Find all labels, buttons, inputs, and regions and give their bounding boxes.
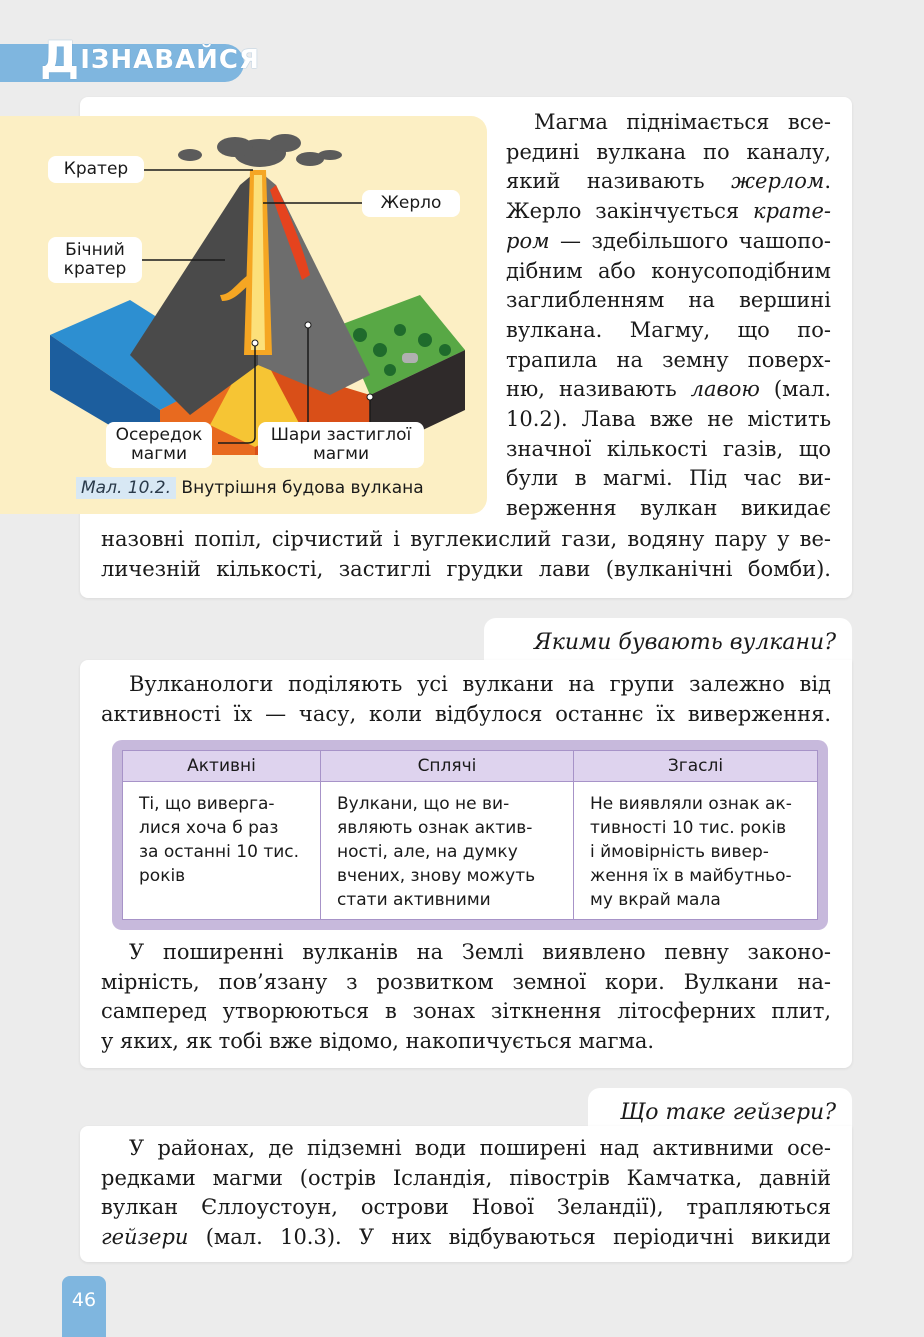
- th-active: Активні: [123, 751, 321, 782]
- term-italic: лавою: [690, 377, 760, 402]
- text-run: ню, називають: [506, 377, 691, 402]
- text-line: [506, 494, 831, 524]
- text-line: [101, 1134, 831, 1164]
- cell-line: лися хоча б раз: [139, 818, 279, 838]
- label-side-crater-line1: Бічний: [65, 240, 125, 260]
- text-run: який називають: [506, 169, 732, 194]
- text-run: трапила на земну поверх-: [506, 347, 831, 372]
- term-italic: крате-: [753, 199, 831, 224]
- section1-paragraph-wide: [101, 525, 831, 584]
- label-magma-chamber-line2: магми: [130, 444, 188, 464]
- text-line: назовні попіл, сірчистий і вуглекислий гази, водяну пару у ве-: [101, 527, 831, 551]
- th-extinct: Згаслі: [574, 751, 818, 782]
- rock: [402, 353, 418, 363]
- text-run: редками магми (острів Ісландія, півострів Камчатка, давній: [101, 1165, 831, 1190]
- text-line: [506, 108, 831, 138]
- label-side-crater-line2: кратер: [63, 259, 127, 279]
- text-run: (мал. 10.3). У них відбуваються періодичні викиди: [188, 1225, 831, 1250]
- heading-rest: ІЗНАВАЙСЯ: [80, 45, 261, 75]
- cell-line: Вулкани, що не ви-: [337, 794, 510, 814]
- volcano-types-table-frame: [112, 740, 828, 930]
- text-line: [506, 286, 831, 316]
- term-italic: жерлом: [731, 169, 825, 194]
- text-line: у яких, як тобі вже відомо, накопичується магма.: [101, 1029, 655, 1054]
- text-run: редині вулкана по каналу,: [506, 139, 831, 164]
- text-run: заглибленням на вершині: [506, 288, 831, 313]
- cell-line: стати активними: [337, 890, 491, 910]
- text-line: самперед утворюються в зонах зіткнення літосферних плит,: [101, 999, 831, 1024]
- cell-line: Не виявляли ознак ак-: [590, 794, 792, 814]
- question-tab-volcano-types: [484, 618, 852, 666]
- term-italic: гейзери: [101, 1225, 189, 1250]
- text-line: [506, 257, 831, 287]
- volcano-types-table: [122, 750, 818, 920]
- label-vent: Жерло: [362, 190, 460, 217]
- text-line: [506, 316, 831, 346]
- text-line: У поширенні вулканів на Землі виявлено певну законо-: [129, 940, 831, 964]
- text-run: (мал.: [759, 377, 831, 402]
- label-layers: [258, 422, 424, 468]
- cell-dormant: [321, 782, 574, 920]
- section1-paragraph: [506, 108, 831, 524]
- text-run: — здебільшого чашопо-: [549, 228, 831, 253]
- cell-line: тивності 10 тис. років: [590, 818, 787, 838]
- text-line: [101, 1164, 831, 1194]
- figure-caption-text: Внутрішня будова вулкана: [181, 478, 424, 498]
- text-run: У районах, де підземні води поширені над активними осе-: [129, 1136, 831, 1160]
- question-geysers: Що таке гейзери?: [620, 1100, 836, 1125]
- label-layers-line2: магми: [312, 444, 370, 464]
- cell-line: за останні 10 тис.: [139, 842, 300, 862]
- term-italic: ром: [506, 228, 550, 253]
- text-line: [101, 1223, 831, 1253]
- table-header-row: [123, 751, 818, 782]
- label-crater: Кратер: [48, 156, 144, 183]
- text-run: .: [824, 169, 831, 194]
- text-line: [506, 464, 831, 494]
- text-run: дібним або конусоподібним: [506, 258, 831, 283]
- label-side-crater: [48, 237, 142, 283]
- cell-extinct: [574, 782, 818, 920]
- text-line: [506, 138, 831, 168]
- cell-line: і ймовірність вивер-: [590, 842, 769, 862]
- cell-line: ності, але, на думку: [337, 842, 518, 862]
- text-line: [506, 435, 831, 465]
- text-line: [101, 1193, 831, 1223]
- heading-first-letter: Д: [40, 32, 81, 83]
- text-line: [506, 375, 831, 405]
- cell-line: ження їх в майбутньо-: [590, 866, 792, 886]
- cell-line: Ті, що виверга-: [139, 794, 275, 814]
- text-run: значної кількості газів, що: [506, 436, 831, 461]
- text-line: [506, 167, 831, 197]
- text-run: Жерло закінчується: [506, 199, 754, 224]
- cell-line: років: [139, 866, 186, 886]
- cell-line: являють ознак актив-: [337, 818, 533, 838]
- text-line: [506, 227, 831, 257]
- cell-line: вчених, знову можуть: [337, 866, 536, 886]
- page-number: 46: [62, 1276, 106, 1337]
- text-line: [506, 405, 831, 435]
- label-layers-line1: Шари застиглої: [270, 425, 412, 445]
- section3-paragraph: [101, 1134, 831, 1253]
- section2-outro: [101, 938, 831, 1057]
- text-run: були в магмі. Під час ви-: [506, 466, 831, 491]
- smoke-cloud: [178, 134, 342, 167]
- text-line: личезній кількості, застиглі грудки лави (вулканічні бомби).: [101, 556, 831, 581]
- text-line: активності їх — часу, коли відбулося останнє їх виверження.: [101, 701, 831, 726]
- text-run: вулкан Єллоустоун, острови Нової Зеландії), трапляються: [101, 1195, 831, 1220]
- text-line: мірність, пов’язану з розвитком земної кори. Вулкани на-: [101, 969, 831, 994]
- question-volcano-types: Якими бувають вулкани?: [533, 630, 836, 655]
- section2-intro: [101, 670, 831, 729]
- figure-caption-tag: Мал. 10.2.: [76, 477, 176, 499]
- text-run: верження вулкан викидає: [506, 496, 831, 521]
- text-line: Вулканологи поділяють усі вулкани на групи залежно від: [129, 672, 831, 696]
- table-row: [123, 782, 818, 920]
- text-run: Магма піднімається все-: [534, 110, 831, 134]
- section-heading: [40, 32, 261, 83]
- cell-active: [123, 782, 321, 920]
- label-magma-chamber-line1: Осередок: [115, 425, 203, 445]
- text-line: [506, 346, 831, 376]
- text-run: 10.2). Лава вже не містить: [506, 407, 831, 432]
- text-line: [506, 197, 831, 227]
- cell-line: му вкрай мала: [590, 890, 721, 910]
- text-run: вулкана. Магму, що по-: [506, 317, 831, 342]
- label-magma-chamber: [106, 422, 212, 468]
- figure-caption: [76, 478, 424, 498]
- th-dormant: Сплячі: [321, 751, 574, 782]
